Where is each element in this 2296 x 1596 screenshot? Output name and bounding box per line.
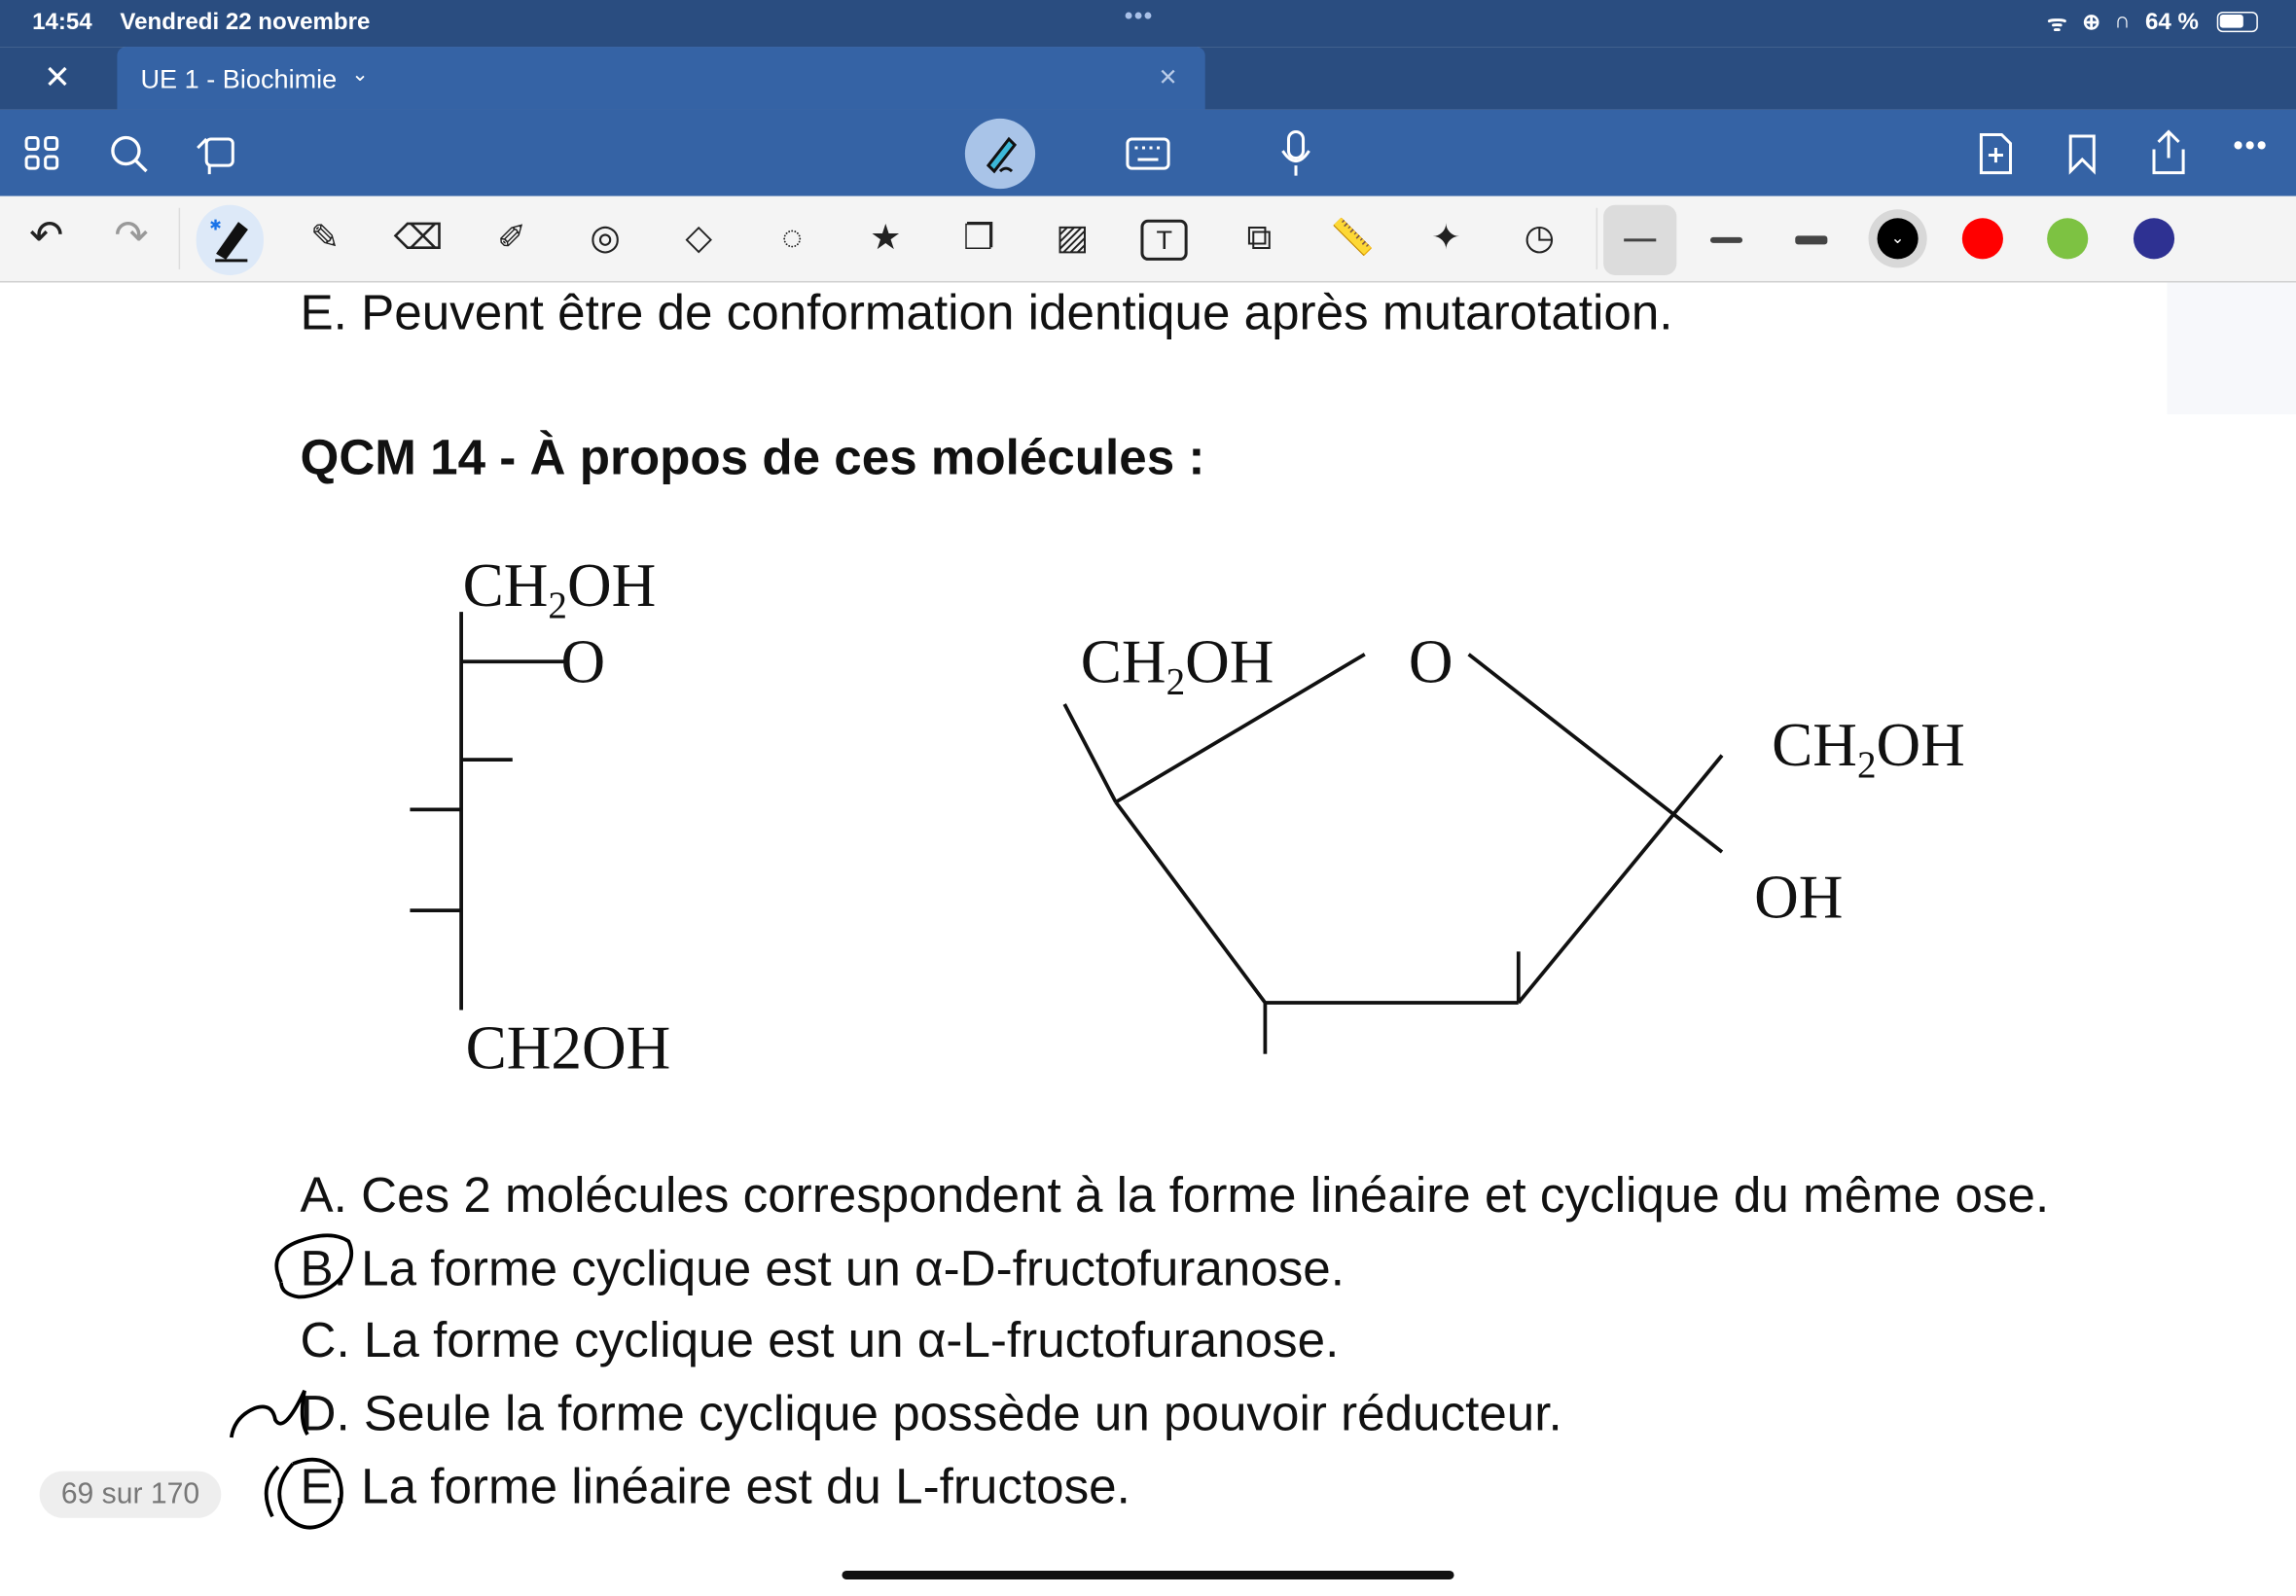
- svg-text:✱: ✱: [209, 217, 222, 234]
- sticky-note-icon[interactable]: ❐: [963, 218, 995, 258]
- ruler-icon[interactable]: 📏: [1330, 218, 1375, 258]
- close-tab-icon[interactable]: ✕: [1158, 65, 1178, 91]
- status-date: Vendredi 22 novembre: [120, 10, 371, 36]
- shape-recognizer-icon[interactable]: ◎: [590, 218, 621, 258]
- redo-icon[interactable]: ↷: [114, 212, 149, 258]
- shapes-icon[interactable]: ◇: [685, 218, 713, 258]
- pencil-icon[interactable]: ✎: [309, 218, 341, 258]
- image-icon[interactable]: ▨: [1056, 218, 1090, 258]
- undo-icon[interactable]: ↶: [29, 212, 64, 258]
- cyclic-ring-o: O: [1408, 627, 1453, 696]
- multitask-dots-icon[interactable]: •••: [1124, 4, 1154, 30]
- text-box-icon[interactable]: T: [1141, 220, 1188, 261]
- status-time: 14:54: [32, 10, 92, 36]
- question-title: QCM 14 - À propos de ces molécules :: [300, 430, 1205, 486]
- linear-carbonyl-o: O: [560, 627, 606, 696]
- linear-molecule: [410, 612, 563, 1010]
- home-indicator[interactable]: [842, 1571, 1453, 1579]
- option-c: C. La forme cyclique est un α-L-fructofuranose.: [300, 1313, 1340, 1369]
- history-icon[interactable]: ◷: [1524, 218, 1556, 258]
- laser-pointer-icon[interactable]: ✦: [1431, 218, 1461, 258]
- cyclic-left-ch2oh: CH2OH: [1080, 627, 1274, 703]
- sticker-icon[interactable]: ★: [870, 218, 902, 258]
- chevron-down-icon[interactable]: ⌄: [351, 61, 369, 86]
- battery-percent: 64 %: [2144, 10, 2199, 36]
- lasso-icon[interactable]: ◌: [781, 218, 803, 258]
- close-document-icon[interactable]: ✕: [44, 58, 71, 95]
- more-icon[interactable]: •••: [2233, 129, 2269, 163]
- option-b: B. La forme cyclique est un α-D-fructofuranose.: [300, 1241, 1345, 1297]
- tab-title: UE 1 - Biochimie: [140, 64, 338, 94]
- linear-top-ch2oh: CH2OH: [462, 551, 657, 627]
- wifi-icon: ᯤ: [2047, 12, 2067, 37]
- headphones-icon: ∩: [2114, 9, 2131, 34]
- cyclic-right-ch2oh: CH2OH: [1772, 711, 1965, 787]
- color-swatch-black[interactable]: ⌄: [1878, 218, 1919, 259]
- cyclic-oh: OH: [1754, 863, 1844, 932]
- eraser-icon[interactable]: ⌫: [393, 218, 444, 258]
- option-e: E. La forme linéaire est du L-fructose.: [300, 1459, 1130, 1515]
- option-a: A. Ces 2 molécules correspondent à la forme linéaire et cyclique du même ose.: [300, 1168, 2050, 1224]
- cyclic-molecule: [1064, 655, 1722, 1054]
- previous-option-e: E. Peuvent être de conformation identique après mutarotation.: [300, 285, 1673, 341]
- orientation-lock-icon: ⊕: [2082, 10, 2101, 36]
- highlighter-icon[interactable]: ✐: [497, 218, 527, 258]
- image-elements-icon[interactable]: ⧉: [1246, 218, 1273, 258]
- linear-bottom-ch2oh: CH2OH: [465, 1013, 671, 1082]
- option-d: D. Seule la forme cyclique possède un pouvoir réducteur.: [300, 1386, 1562, 1442]
- page-indicator: 69 sur 170: [40, 1472, 222, 1518]
